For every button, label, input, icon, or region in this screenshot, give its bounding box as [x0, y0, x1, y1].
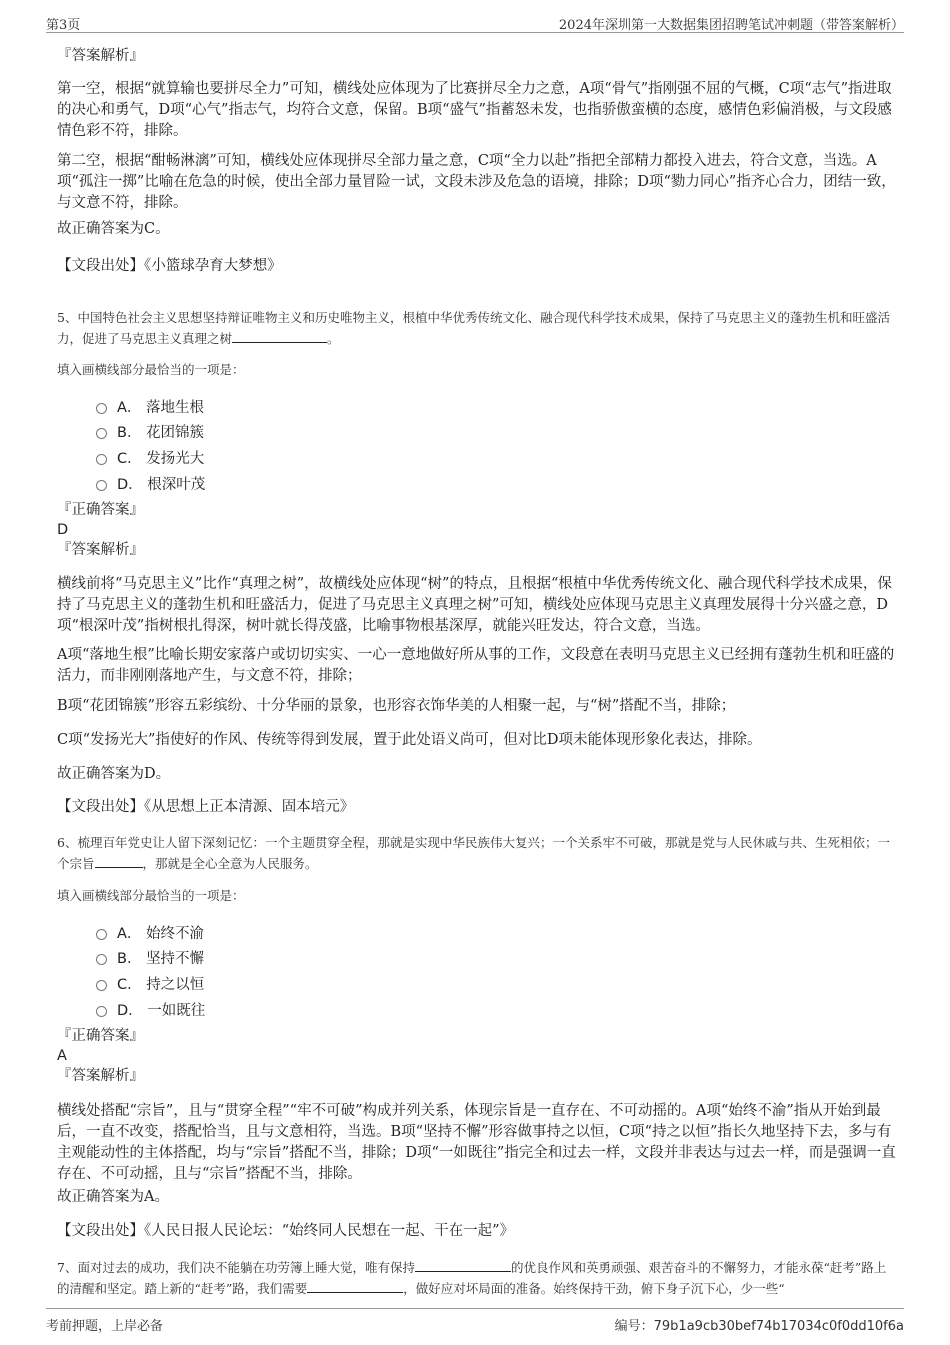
q6-option-letter: B． [117, 951, 142, 967]
radio-icon[interactable] [96, 980, 107, 991]
q5-prompt: 填入画横线部分最恰当的一项是： [57, 362, 245, 377]
q6-option-text: 始终不渝 [146, 926, 205, 942]
q6-option-b[interactable] [96, 947, 204, 968]
radio-icon[interactable] [96, 403, 107, 414]
q7-blank-1 [415, 1259, 511, 1272]
radio-icon[interactable] [96, 454, 107, 465]
q5-conclusion: 故正确答案为D。 [57, 766, 171, 782]
q6-conclusion: 故正确答案为A。 [57, 1189, 169, 1205]
q6-option-letter: C． [117, 977, 142, 993]
radio-icon[interactable] [96, 1006, 107, 1017]
q5-option-a[interactable] [96, 396, 204, 417]
q6-option-letter: D． [117, 1003, 143, 1019]
q6-analysis-para-1: 横线处搭配“宗旨”，且与“贯穿全程”“牢不可破”构成并列关系，体现宗旨是一直存在、不可动摇的。A项“始终不渝”指从开始到最后，一直不改变，搭配恰当，且与文意相符，当选。B项“坚持不懈”形容做事持之以恒，C项“持之以恒”指长久地坚持下去，多与有主观能动性的主体搭配，均与“宗旨”搭配不当，排除；D项“一如既往”指完全和过去一样，文段并非表达与过去一样，而是强调一直存在、不可动摇，且与“宗旨”搭配不当，排除。 [57, 1103, 896, 1182]
q7-stem-text-1: 7、面对过去的成功，我们决不能躺在功劳簿上睡大觉，唯有保持 [57, 1260, 415, 1275]
q5-analysis-para-2: A项“落地生根”比喻长期安家落户或切切实实、一心一意地做好所从事的工作，文段意在表明马克思主义已经拥有蓬勃生机和旺盛的活力，而非刚刚落地产生，与文意不符，排除； [57, 647, 895, 684]
q5-stem [57, 307, 897, 349]
q6-blank [95, 855, 143, 868]
q5-correct-label: 『正确答案』 [57, 502, 144, 518]
q6-option-c[interactable] [96, 973, 204, 994]
q5-analysis-para-1: 横线前将“马克思主义”比作“真理之树”，故横线处应体现“树”的特点，且根据“根植中华优秀传统文化、融合现代科学技术成果，保持了马克思主义的蓬勃生机和旺盛活力，促进了马克思主义真理之树”可知，横线处应体现马克思主义真理发展得十分兴盛之意，D项“根深叶茂”指树根扎得深，树叶就长得茂盛，比喻事物根基深厚，就能兴旺发达，符合文意，当选。 [57, 576, 892, 634]
q7-stem-text-3: ，做好应对坏局面的准备。始终保持干劲，俯下身子沉下心，少一些“ [403, 1281, 785, 1296]
code-value: 79b1a9cb30bef74b17034c0f0dd10f6a [653, 1319, 904, 1334]
document-title: 2024年深圳第一大数据集团招聘笔试冲刺题（带答案解析） [558, 18, 904, 33]
q5-analysis-label: 『答案解析』 [57, 542, 144, 558]
q6-stem [57, 832, 897, 874]
q6-option-d[interactable] [96, 999, 205, 1020]
q5-option-letter: C． [117, 451, 142, 467]
q5-option-text: 根深叶茂 [147, 477, 206, 493]
q5-correct-answer: D [57, 522, 69, 538]
footer-slogan: 考前押题，上岸必备 [46, 1319, 164, 1334]
q4-analysis-para-2: 第二空，根据“酣畅淋漓”可知，横线处应体现拼尽全部力量之意，C项“全力以赴”指把全部精力都投入进去，符合文意，当选。A项“孤注一掷”比喻在危急的时候，使出全部力量冒险一试，文段未涉及危急的语境，排除；D项“勠力同心”指齐心合力，团结一致，与文意不符，排除。 [57, 153, 896, 211]
q5-option-text: 发扬光大 [146, 451, 205, 467]
q5-option-d[interactable] [96, 473, 205, 494]
q5-stem-text: 5、中国特色社会主义思想坚持辩证唯物主义和历史唯物主义，根植中华优秀传统文化、融合现代科学技术成果，保持了马克思主义的蓬勃生机和旺盛活力，促进了马克思主义真理之树 [57, 310, 890, 346]
q5-option-letter: A． [117, 400, 142, 416]
radio-icon[interactable] [96, 954, 107, 965]
q5-source: 【文段出处】《从思想上正本清源、固本培元》 [57, 799, 355, 815]
q7-stem-text-2: 的优良作风和英勇顽强、艰苦奋斗的不懈努力，才能永葆“赶考”路上的清醒和坚定。踏上新的“赶考”路，我们需要 [57, 1260, 887, 1296]
q6-prompt: 填入画横线部分最恰当的一项是： [57, 888, 245, 903]
q6-option-text: 持之以恒 [146, 977, 205, 993]
q4-conclusion: 故正确答案为C。 [57, 221, 170, 237]
q5-option-letter: B． [117, 425, 142, 441]
q6-option-text: 坚持不懈 [146, 951, 205, 967]
q4-analysis-label: 『答案解析』 [57, 48, 144, 64]
q5-option-letter: D． [117, 477, 143, 493]
q5-option-text: 花团锦簇 [146, 425, 205, 441]
q5-option-text: 落地生根 [146, 400, 205, 416]
q6-option-a[interactable] [96, 922, 204, 943]
q6-stem-text: 6、梳理百年党史让人留下深刻记忆：一个主题贯穿全程，那就是实现中华民族伟大复兴；一个关系牢不可破，那就是党与人民休戚与共、生死相依；一个宗旨 [57, 835, 890, 871]
q5-blank [232, 330, 327, 343]
page-header [46, 12, 904, 33]
q7-blank-2 [307, 1280, 403, 1293]
q6-analysis-label: 『答案解析』 [57, 1068, 144, 1084]
q6-source: 【文段出处】《人民日报人民论坛：“始终同人民想在一起、干在一起”》 [57, 1223, 515, 1239]
q4-analysis-para-1: 第一空，根据“就算输也要拼尽全力”可知，横线处应体现为了比赛拼尽全力之意，A项“骨气”指刚强不屈的气概，C项“志气”指进取的决心和勇气，D项“心气”指志气，均符合文意，保留。B项“盛气”指蓄怒未发，也指骄傲蛮横的态度，感情色彩偏消极，与文段感情色彩不符，排除。 [57, 81, 892, 139]
radio-icon[interactable] [96, 929, 107, 940]
document-code [615, 1315, 904, 1334]
radio-icon[interactable] [96, 428, 107, 439]
q7-stem [57, 1257, 897, 1299]
q6-correct-label: 『正确答案』 [57, 1028, 144, 1044]
q6-option-letter: A． [117, 926, 142, 942]
q6-correct-answer: A [57, 1048, 67, 1064]
q5-option-c[interactable] [96, 447, 204, 468]
code-label: 编号： [614, 1319, 654, 1334]
q6-option-text: 一如既往 [147, 1003, 206, 1019]
radio-icon[interactable] [96, 480, 107, 491]
page-footer [46, 1308, 904, 1333]
q6-stem-end: ，那就是全心全意为人民服务。 [142, 856, 318, 871]
page-number: 第3页 [46, 18, 81, 33]
q5-analysis-para-4: C项“发扬光大”指使好的作风、传统等得到发展，置于此处语义尚可，但对比D项未能体现形象化表达，排除。 [57, 732, 762, 748]
q5-analysis-para-3: B项“花团锦簇”形容五彩缤纷、十分华丽的景象，也形容衣饰华美的人相聚一起，与“树”搭配不当，排除； [57, 698, 736, 714]
q4-source: 【文段出处】《小篮球孕育大梦想》 [57, 258, 282, 274]
q5-stem-end: 。 [327, 331, 340, 346]
q5-option-b[interactable] [96, 421, 204, 442]
